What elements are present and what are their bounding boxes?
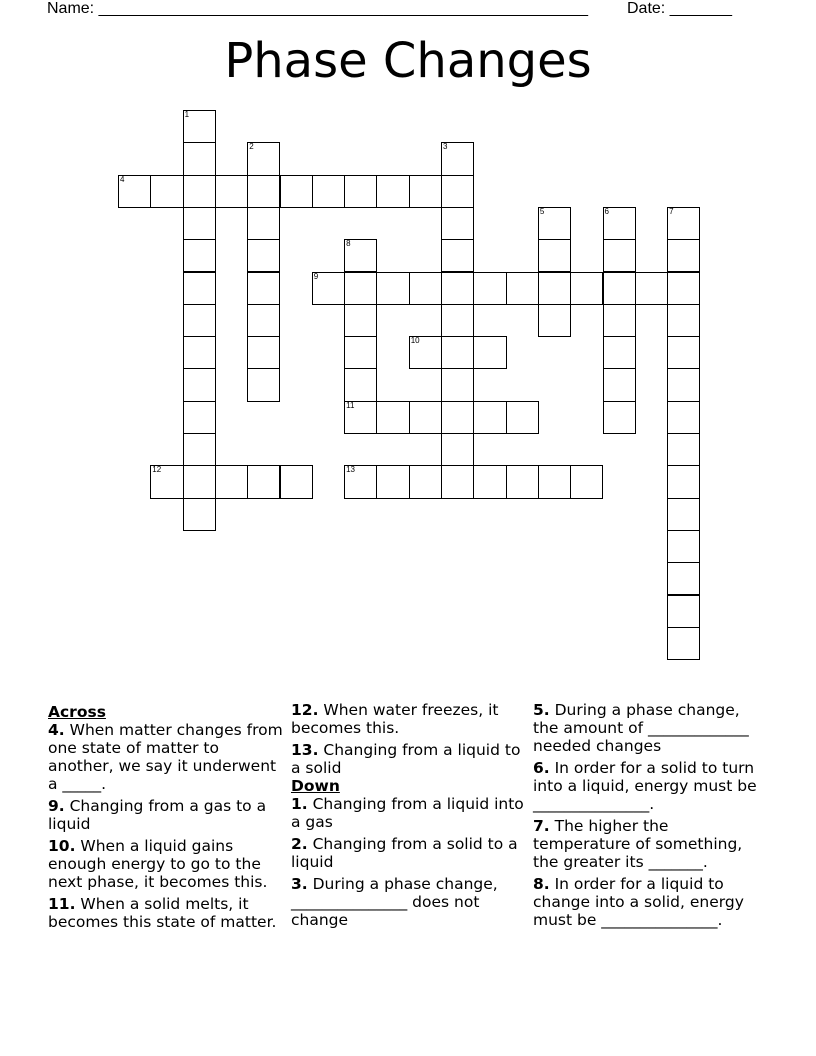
crossword-cell[interactable] <box>409 175 442 208</box>
crossword-cell[interactable] <box>570 272 603 305</box>
crossword-cell[interactable] <box>667 207 700 240</box>
clue-text: When a liquid gains enough energy to go to the next phase, it becomes this. <box>48 837 268 891</box>
crossword-cell[interactable] <box>344 465 377 498</box>
clues-column-1 <box>48 701 284 935</box>
clue-number: 6. <box>533 759 550 777</box>
clue-down-2 <box>291 835 527 871</box>
clue-number: 9. <box>48 797 65 815</box>
crossword-cell[interactable] <box>538 304 571 337</box>
crossword-cell[interactable] <box>409 465 442 498</box>
crossword-cell[interactable] <box>473 465 506 498</box>
clue-across-12 <box>291 701 527 737</box>
crossword-cell[interactable] <box>344 401 377 434</box>
crossword-cell[interactable] <box>441 304 474 337</box>
clues-column-3 <box>533 701 769 933</box>
crossword-cell[interactable] <box>667 562 700 595</box>
clues-column-2 <box>291 701 527 933</box>
crossword-cell[interactable] <box>247 207 280 240</box>
crossword-cell[interactable] <box>441 465 474 498</box>
crossword-cell[interactable] <box>376 401 409 434</box>
clue-text: When matter changes from one state of matter to another, we say it underwent a _____. <box>48 721 283 793</box>
crossword-cell[interactable] <box>183 401 216 434</box>
crossword-cell[interactable] <box>441 401 474 434</box>
clue-text: The higher the temperature of something, the greater its _______. <box>533 817 743 871</box>
clue-down-3 <box>291 875 527 929</box>
crossword-cell[interactable] <box>183 433 216 466</box>
crossword-cell[interactable] <box>538 272 571 305</box>
crossword-cell[interactable] <box>150 175 183 208</box>
crossword-cell[interactable] <box>247 142 280 175</box>
clue-number-label: 8 <box>346 239 351 249</box>
crossword-cell[interactable] <box>344 239 377 272</box>
crossword-cell[interactable] <box>118 175 151 208</box>
clue-down-8 <box>533 875 769 929</box>
crossword-cell[interactable] <box>376 175 409 208</box>
crossword-cell[interactable] <box>506 272 539 305</box>
crossword-cell[interactable] <box>570 465 603 498</box>
clue-text: Changing from a solid to a liquid <box>291 835 518 871</box>
crossword-cell[interactable] <box>183 498 216 531</box>
crossword-cell[interactable] <box>603 239 636 272</box>
crossword-cell[interactable] <box>667 272 700 305</box>
clue-number: 7. <box>533 817 550 835</box>
clue-text: Changing from a liquid into a gas <box>291 795 524 831</box>
crossword-cell[interactable] <box>183 465 216 498</box>
crossword-cell[interactable] <box>344 272 377 305</box>
clue-down-5 <box>533 701 769 755</box>
crossword-cell[interactable] <box>376 272 409 305</box>
crossword-cell[interactable] <box>603 401 636 434</box>
crossword-cell[interactable] <box>441 239 474 272</box>
clue-down-7 <box>533 817 769 871</box>
clue-number: 11. <box>48 895 76 913</box>
crossword-cell[interactable] <box>473 336 506 369</box>
crossword-cell[interactable] <box>344 368 377 401</box>
down-heading: Down <box>291 777 340 795</box>
crossword-cell[interactable] <box>441 142 474 175</box>
crossword-cell[interactable] <box>183 368 216 401</box>
clue-number-label: 10 <box>410 336 420 346</box>
clue-number-label: 13 <box>346 465 355 475</box>
clue-text: During a phase change, _______________ does not change <box>291 875 498 929</box>
crossword-cell[interactable] <box>603 336 636 369</box>
crossword-cell[interactable] <box>183 110 216 143</box>
crossword-cell[interactable] <box>344 175 377 208</box>
crossword-cell[interactable] <box>441 433 474 466</box>
clue-number-label: 11 <box>346 400 355 410</box>
clue-text: When a solid melts, it becomes this state of matter. <box>48 895 277 931</box>
crossword-cell[interactable] <box>247 465 280 498</box>
crossword-cell[interactable] <box>183 304 216 337</box>
clue-text: In order for a liquid to change into a solid, energy must be _______________. <box>533 875 744 929</box>
crossword-cell[interactable] <box>667 498 700 531</box>
crossword-cell[interactable] <box>183 239 216 272</box>
across-heading: Across <box>48 703 106 721</box>
crossword-cell[interactable] <box>667 239 700 272</box>
clue-number: 2. <box>291 835 308 853</box>
crossword-cell[interactable] <box>667 401 700 434</box>
clue-number-label: 1 <box>184 110 190 119</box>
clue-across-4 <box>48 721 284 793</box>
clue-down-6 <box>533 759 769 813</box>
crossword-cell[interactable] <box>280 175 313 208</box>
crossword-cell[interactable] <box>667 433 700 466</box>
crossword-cell[interactable] <box>247 175 280 208</box>
crossword-cell[interactable] <box>215 465 248 498</box>
clue-across-9 <box>48 797 284 833</box>
crossword-cell[interactable] <box>312 272 345 305</box>
clue-number: 1. <box>291 795 308 813</box>
crossword-cell[interactable] <box>538 465 571 498</box>
clue-text: In order for a solid to turn into a liquid, energy must be _______________. <box>533 759 757 813</box>
clue-number-label: 5 <box>539 206 545 216</box>
crossword-cell[interactable] <box>183 207 216 240</box>
crossword-cell[interactable] <box>344 304 377 337</box>
crossword-cell[interactable] <box>247 272 280 305</box>
crossword-cell[interactable] <box>667 465 700 498</box>
clue-number: 10. <box>48 837 76 855</box>
name-field-label: Name: _______________________________________________________ <box>47 0 588 17</box>
crossword-cell[interactable] <box>473 401 506 434</box>
crossword-cell[interactable] <box>183 272 216 305</box>
clue-across-10 <box>48 837 284 891</box>
crossword-cell[interactable] <box>344 336 377 369</box>
crossword-cell[interactable] <box>409 336 442 369</box>
clue-number-label: 9 <box>313 271 319 281</box>
clue-text: When water freezes, it becomes this. <box>291 701 499 737</box>
crossword-cell[interactable] <box>441 207 474 240</box>
clue-number-label: 7 <box>669 206 674 216</box>
clue-text: During a phase change, the amount of _____________ needed changes <box>533 701 749 755</box>
clue-text: Changing from a gas to a liquid <box>48 797 267 833</box>
crossword-cell[interactable] <box>603 368 636 401</box>
clue-number: 4. <box>48 721 65 739</box>
crossword-cell[interactable] <box>441 272 474 305</box>
crossword-cell[interactable] <box>312 175 345 208</box>
crossword-cell[interactable] <box>183 142 216 175</box>
crossword-cell[interactable] <box>409 401 442 434</box>
crossword-cell[interactable] <box>667 304 700 337</box>
clue-number: 8. <box>533 875 550 893</box>
crossword-cell[interactable] <box>247 336 280 369</box>
clue-text: Changing from a liquid to a solid <box>291 741 521 777</box>
clue-number: 3. <box>291 875 308 893</box>
crossword-cell[interactable] <box>183 175 216 208</box>
crossword-cell[interactable] <box>441 175 474 208</box>
crossword-cell[interactable] <box>603 304 636 337</box>
crossword-cell[interactable] <box>635 272 668 305</box>
clue-across-13 <box>291 741 527 777</box>
crossword-cell[interactable] <box>603 272 636 305</box>
crossword-cell[interactable] <box>247 304 280 337</box>
crossword-cell[interactable] <box>247 368 280 401</box>
crossword-cell[interactable] <box>603 207 636 240</box>
clue-number-label: 6 <box>604 206 609 216</box>
clue-number-label: 2 <box>249 142 254 152</box>
crossword-cell[interactable] <box>150 465 183 498</box>
crossword-cell[interactable] <box>538 207 571 240</box>
crossword-cell[interactable] <box>280 465 313 498</box>
crossword-cell[interactable] <box>473 272 506 305</box>
crossword-cell[interactable] <box>183 336 216 369</box>
crossword-cell[interactable] <box>667 336 700 369</box>
clue-number: 12. <box>291 701 319 719</box>
crossword-cell[interactable] <box>506 401 539 434</box>
crossword-cell[interactable] <box>247 239 280 272</box>
crossword-cell[interactable] <box>441 336 474 369</box>
crossword-cell[interactable] <box>506 465 539 498</box>
clue-down-1 <box>291 795 527 831</box>
crossword-cell[interactable] <box>376 465 409 498</box>
date-field-label: Date: _______ <box>627 0 732 17</box>
clue-number-label: 12 <box>152 465 162 475</box>
crossword-cell[interactable] <box>667 627 700 660</box>
clue-number: 13. <box>291 741 319 759</box>
crossword-cell[interactable] <box>441 368 474 401</box>
crossword-cell[interactable] <box>215 175 248 208</box>
clue-number-label: 4 <box>120 174 125 184</box>
clue-number: 5. <box>533 701 550 719</box>
crossword-cell[interactable] <box>409 272 442 305</box>
crossword-cell[interactable] <box>538 239 571 272</box>
crossword-cell[interactable] <box>667 595 700 628</box>
crossword-cell[interactable] <box>667 530 700 563</box>
crossword-cell[interactable] <box>667 368 700 401</box>
clue-across-11 <box>48 895 284 931</box>
page-title: Phase Changes <box>224 33 592 89</box>
clue-number-label: 3 <box>443 142 448 152</box>
